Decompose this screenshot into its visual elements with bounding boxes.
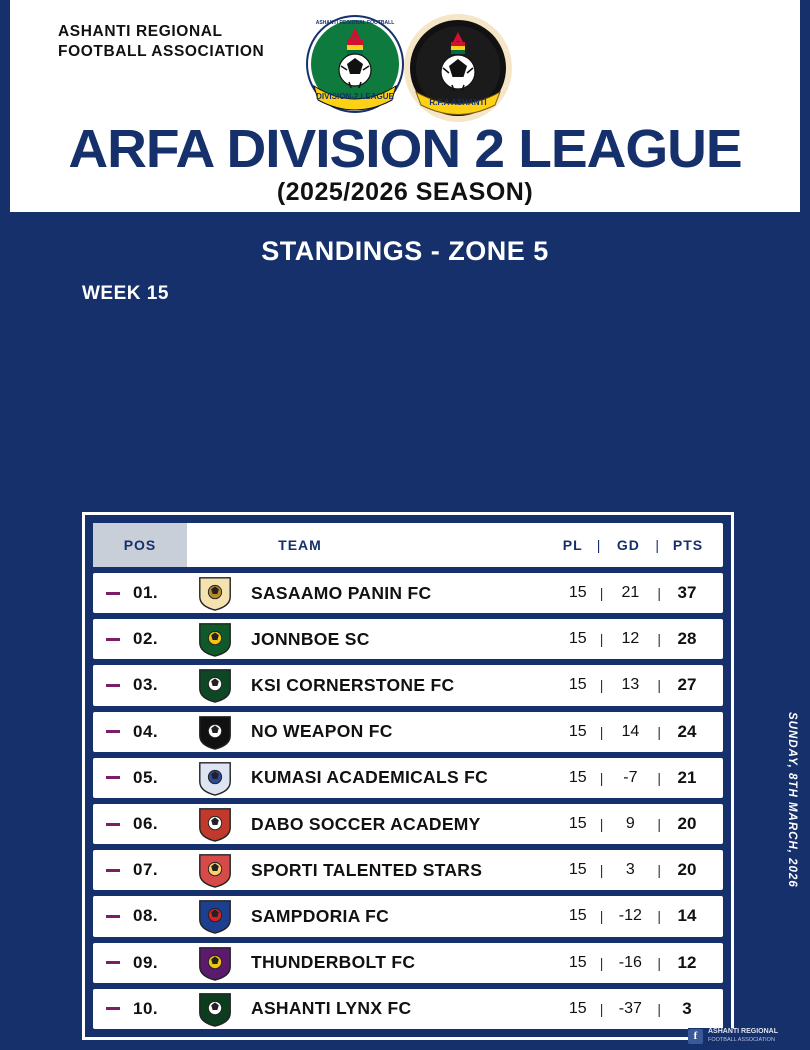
footer-brand-line1: ASHANTI REGIONAL	[708, 1028, 778, 1035]
thunderbolt-fc-badge-icon	[196, 944, 234, 982]
jonnboe-sc-badge-icon	[196, 620, 234, 658]
header-separator-2: |	[655, 537, 660, 553]
row-stats	[543, 906, 723, 926]
team-logo	[187, 897, 243, 935]
table-header-row	[93, 523, 723, 567]
row-played: 15	[568, 722, 587, 740]
table-row	[93, 619, 723, 659]
team-name: THUNDERBOLT FC	[251, 952, 416, 973]
ashanti-lynx-fc-badge-icon	[196, 990, 234, 1028]
row-goal-difference: -37	[618, 999, 642, 1017]
team-name: ASHANTI LYNX FC	[251, 998, 412, 1019]
team-logo	[187, 713, 243, 751]
row-marker	[93, 869, 133, 872]
row-marker	[93, 776, 133, 779]
column-header-stats	[553, 537, 723, 553]
table-row	[93, 804, 723, 844]
crest-left-top-text: ASHANTI REGIONAL FOOTBALL	[315, 20, 395, 26]
team-logo	[187, 574, 243, 612]
row-marker	[93, 1007, 133, 1010]
row-position: 10.	[133, 998, 159, 1018]
ksi-cornerstone-fc-badge-icon	[196, 666, 234, 704]
team-name: NO WEAPON FC	[251, 721, 393, 742]
table-row	[93, 850, 723, 890]
row-points: 20	[677, 860, 697, 880]
row-separator-1: |	[599, 954, 604, 971]
row-separator-1: |	[599, 816, 604, 833]
row-goal-difference: 13	[621, 676, 640, 694]
team-logo	[187, 990, 243, 1028]
sporti-talented-stars-badge-icon	[196, 851, 234, 889]
row-marker	[93, 684, 133, 687]
row-marker	[93, 592, 133, 595]
row-separator-2: |	[657, 585, 661, 602]
standings-title: STANDINGS - ZONE 5	[261, 236, 549, 266]
team-logo	[187, 851, 243, 889]
row-separator-2: |	[657, 1000, 661, 1017]
row-goal-difference: 21	[621, 584, 640, 602]
footer-brand	[708, 1028, 778, 1044]
row-points: 3	[682, 998, 692, 1018]
row-points: 14	[677, 906, 697, 926]
table-row	[93, 712, 723, 752]
row-points: 20	[677, 814, 697, 834]
row-goal-difference: 9	[625, 815, 635, 833]
row-separator-2: |	[657, 723, 661, 740]
facebook-icon: f	[688, 1029, 703, 1044]
row-position: 09.	[133, 952, 159, 972]
row-position: 08.	[133, 906, 159, 926]
row-separator-1: |	[599, 769, 604, 786]
table-row	[93, 989, 723, 1029]
column-header-gd: GD	[616, 537, 640, 553]
sasaamo-panin-fc-badge-icon	[196, 574, 234, 612]
association-name	[58, 22, 264, 62]
dabo-soccer-academy-badge-icon	[196, 805, 234, 843]
team-logo	[187, 805, 243, 843]
row-separator-1: |	[599, 677, 604, 694]
column-header-team: TEAM	[278, 537, 322, 553]
team-name: SPORTI TALENTED STARS	[251, 859, 483, 880]
row-points: 28	[677, 629, 697, 649]
row-goal-difference: 14	[621, 722, 640, 740]
row-position: 05.	[133, 767, 159, 787]
row-played: 15	[568, 630, 587, 648]
row-separator-2: |	[657, 954, 661, 971]
table-body	[93, 573, 723, 1029]
header-separator-1: |	[596, 537, 602, 553]
row-separator-1: |	[599, 862, 604, 879]
row-played: 15	[568, 815, 587, 833]
row-goal-difference: -12	[618, 907, 642, 925]
crest-left-ribbon-text: DIVISION-2 LEAGUE	[316, 92, 394, 101]
crest-right-ribbon-text: R.F.A ASHANTI	[429, 98, 487, 107]
standings-table	[82, 512, 734, 1040]
row-played: 15	[568, 953, 587, 971]
row-position: 01.	[133, 583, 159, 603]
team-logo	[187, 944, 243, 982]
row-separator-2: |	[657, 769, 661, 786]
table-row	[93, 573, 723, 613]
row-separator-1: |	[599, 585, 604, 602]
row-stats	[543, 953, 723, 973]
association-name-line2: FOOTBALL ASSOCIATION	[58, 43, 265, 60]
footer-brand-line2: FOOTBALL ASSOCIATION	[708, 1037, 775, 1043]
row-points: 27	[677, 675, 697, 695]
row-position: 04.	[133, 721, 159, 741]
team-name: SASAAMO PANIN FC	[251, 582, 432, 603]
row-position: 02.	[133, 629, 159, 649]
row-stats	[543, 768, 723, 788]
column-header-pos: POS	[93, 523, 187, 567]
footer-watermark	[688, 1028, 778, 1044]
kumasi-academicals-fc-badge-icon	[196, 759, 234, 797]
row-stats	[543, 999, 723, 1019]
standings-section	[10, 212, 800, 1050]
team-name: DABO SOCCER ACADEMY	[251, 813, 481, 834]
row-position: 06.	[133, 814, 159, 834]
column-header-pts: PTS	[672, 537, 704, 553]
association-name-line1: ASHANTI REGIONAL	[58, 23, 223, 40]
table-row	[93, 665, 723, 705]
arfa-division-2-league-crest-icon	[296, 12, 414, 124]
row-stats	[543, 675, 723, 695]
row-goal-difference: 3	[625, 861, 635, 879]
page-title: ARFA DIVISION 2 LEAGUE	[68, 119, 742, 179]
row-separator-1: |	[599, 631, 604, 648]
row-points: 37	[677, 583, 697, 603]
row-separator-2: |	[657, 631, 661, 648]
no-weapon-fc-badge-icon	[196, 713, 234, 751]
table-row	[93, 943, 723, 983]
poster-header	[10, 0, 800, 212]
team-logo	[187, 759, 243, 797]
row-points: 24	[677, 721, 697, 741]
row-position: 07.	[133, 860, 159, 880]
row-points: 12	[677, 952, 697, 972]
rfa-ashanti-crest-icon	[402, 12, 514, 124]
team-name: SAMPDORIA FC	[251, 905, 390, 926]
row-played: 15	[568, 676, 587, 694]
row-marker	[93, 730, 133, 733]
row-played: 15	[568, 861, 587, 879]
team-logo	[187, 666, 243, 704]
row-stats	[543, 583, 723, 603]
week-label: WEEK 15	[82, 283, 169, 304]
row-separator-2: |	[657, 677, 661, 694]
team-name: JONNBOE SC	[251, 628, 370, 649]
table-row	[93, 758, 723, 798]
team-name: KSI CORNERSTONE FC	[251, 674, 455, 695]
match-date: SUNDAY, 8TH MARCH, 2026	[786, 712, 798, 888]
row-separator-1: |	[599, 1000, 604, 1017]
row-played: 15	[568, 999, 587, 1017]
row-stats	[543, 814, 723, 834]
row-separator-2: |	[657, 816, 661, 833]
row-separator-1: |	[599, 908, 604, 925]
table-row	[93, 896, 723, 936]
row-separator-2: |	[657, 908, 661, 925]
sampdoria-fc-badge-icon	[196, 897, 234, 935]
row-marker	[93, 915, 133, 918]
team-name: KUMASI ACADEMICALS FC	[251, 767, 489, 788]
row-played: 15	[568, 907, 587, 925]
row-marker	[93, 823, 133, 826]
season-subtitle: (2025/2026 SEASON)	[276, 178, 534, 206]
column-header-pl: PL	[562, 537, 583, 553]
row-goal-difference: -16	[618, 953, 642, 971]
row-marker	[93, 961, 133, 964]
row-position: 03.	[133, 675, 159, 695]
row-stats	[543, 722, 723, 742]
row-goal-difference: -7	[623, 768, 638, 786]
row-stats	[543, 860, 723, 880]
row-stats	[543, 629, 723, 649]
row-marker	[93, 638, 133, 641]
row-played: 15	[568, 584, 587, 602]
row-points: 21	[677, 767, 697, 787]
row-played: 15	[568, 768, 587, 786]
team-logo	[187, 620, 243, 658]
crest-group	[296, 12, 514, 124]
row-separator-2: |	[657, 862, 661, 879]
row-separator-1: |	[599, 723, 604, 740]
row-goal-difference: 12	[621, 630, 640, 648]
